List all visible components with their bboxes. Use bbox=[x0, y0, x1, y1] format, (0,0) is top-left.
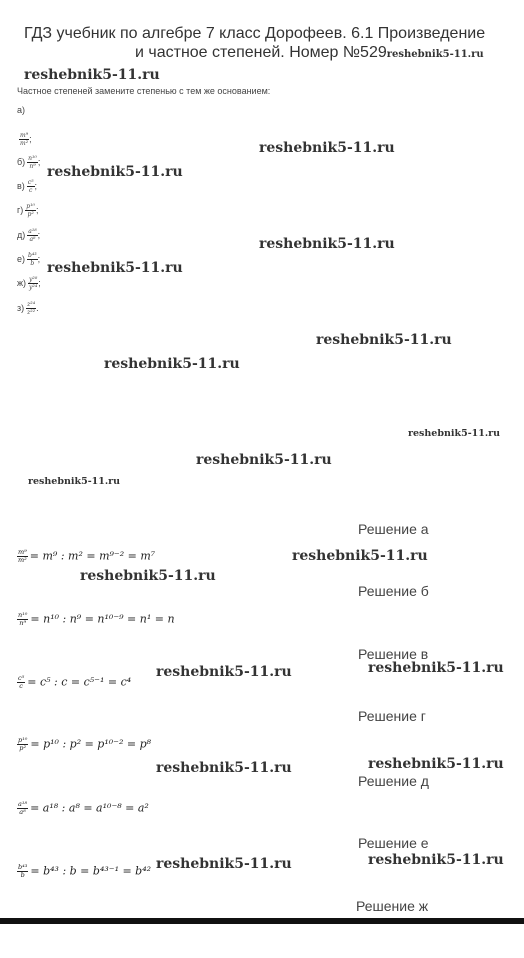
watermark: reshebnik5-11.ru bbox=[316, 332, 452, 348]
watermark: reshebnik5-11.ru bbox=[259, 140, 395, 156]
fraction: $\frac{\text{m⁹}}{\text{m²}}$ bbox=[20, 132, 29, 147]
task-item: г) $\frac{\text{p¹⁰}}{\text{p²}}$ ; bbox=[17, 203, 39, 218]
fraction: $\frac{\text{c⁵}}{c}$ bbox=[27, 179, 34, 194]
bottom-divider bbox=[0, 918, 524, 924]
solution-equation: $\frac{\text{m⁹}}{\text{m²}}$ = m⁹ : m² = m⁹⁻² = m⁷ bbox=[18, 548, 156, 564]
solution-title: Решение в bbox=[358, 646, 429, 662]
watermark: reshebnik5-11.ru bbox=[156, 856, 292, 872]
task-item: в) $\frac{\text{c⁵}}{c}$ ; bbox=[17, 179, 38, 194]
task-item: б) $\frac{\text{n¹⁰}}{\text{n⁹}}$ ; bbox=[17, 155, 41, 170]
solution-equation: $\frac{\text{p¹⁰}}{\text{p²}}$ = p¹⁰ : p² = p¹⁰⁻² = p⁸ bbox=[18, 736, 152, 752]
watermark: reshebnik5-11.ru bbox=[28, 476, 121, 487]
task-item: з) $\frac{\text{z²⁴}}{\text{z²²}}$ . bbox=[17, 301, 39, 316]
page-title-line1: ГДЗ учебник по алгебре 7 класс Дорофеев. 6.1 Произведение bbox=[24, 25, 486, 42]
fraction: $\frac{\text{b⁴³}}{b}$ bbox=[28, 252, 37, 267]
solution-equation: $\frac{\text{c⁵}}{c}$ = c⁵ : c = c⁵⁻¹ = c⁴ bbox=[18, 674, 132, 690]
watermark: reshebnik5-11.ru bbox=[408, 428, 501, 439]
watermark: reshebnik5-11.ru bbox=[47, 164, 183, 180]
fraction: $\frac{\text{n¹⁰}}{\text{n⁹}}$ bbox=[28, 155, 37, 170]
solution-equation: $\frac{\text{a¹⁸}}{\text{a⁸}}$ = a¹⁸ : a⁸ = a¹⁰⁻⁸ = a² bbox=[18, 800, 149, 816]
solution-title: Решение г bbox=[358, 708, 426, 724]
page-title-line2 bbox=[135, 43, 484, 65]
task-instruction: Частное степеней замените степенью с тем же основанием: bbox=[17, 86, 271, 96]
watermark: reshebnik5-11.ru bbox=[368, 852, 504, 868]
solution-title: Решение е bbox=[358, 835, 429, 851]
watermark: reshebnik5-11.ru bbox=[156, 664, 292, 680]
solution-equation: $\frac{\text{b⁴³}}{b}$ = b⁴³ : b = b⁴³⁻¹ = b⁴² bbox=[18, 863, 152, 879]
watermark: reshebnik5-11.ru bbox=[368, 756, 504, 772]
watermark: reshebnik5-11.ru bbox=[47, 260, 183, 276]
solution-title: Решение ж bbox=[356, 898, 429, 914]
task-item: д) $\frac{\text{a¹⁸}}{\text{a⁸}}$ ; bbox=[17, 228, 41, 243]
watermark: reshebnik5-11.ru bbox=[196, 452, 332, 468]
solution-title: Решение б bbox=[358, 583, 429, 599]
watermark: reshebnik5-11.ru bbox=[156, 760, 292, 776]
title-watermark: reshebnik5-11.ru bbox=[386, 49, 484, 60]
fraction: $\frac{\text{p¹⁰}}{\text{p²}}$ bbox=[26, 203, 35, 218]
task-label-a: а) bbox=[17, 105, 26, 115]
solution-title: Решение а bbox=[358, 521, 429, 537]
task-item: ж) $\frac{\text{y²⁸}}{\text{y²⁴}}$ ; bbox=[17, 276, 41, 291]
watermark: reshebnik5-11.ru bbox=[24, 67, 160, 83]
task-item: $\frac{\text{m⁹}}{\text{m²}}$ ; bbox=[20, 132, 32, 147]
watermark: reshebnik5-11.ru bbox=[80, 568, 216, 584]
task-item: е) $\frac{\text{b⁴³}}{b}$ ; bbox=[17, 252, 41, 267]
watermark: reshebnik5-11.ru bbox=[292, 548, 428, 564]
watermark: reshebnik5-11.ru bbox=[368, 660, 504, 676]
fraction: $\frac{\text{a¹⁸}}{\text{a⁸}}$ bbox=[28, 228, 37, 243]
solution-title: Решение д bbox=[358, 773, 429, 789]
fraction: $\frac{\text{z²⁴}}{\text{z²²}}$ bbox=[27, 301, 36, 316]
solution-equation: $\frac{\text{n¹⁰}}{\text{n⁹}}$ = n¹⁰ : n⁹ = n¹⁰⁻⁹ = n¹ = n bbox=[18, 611, 175, 627]
fraction: $\frac{\text{y²⁸}}{\text{y²⁴}}$ bbox=[29, 276, 38, 291]
watermark: reshebnik5-11.ru bbox=[104, 356, 240, 372]
watermark: reshebnik5-11.ru bbox=[259, 236, 395, 252]
page-title-text: и частное степеней. Номер №529 bbox=[135, 44, 387, 61]
